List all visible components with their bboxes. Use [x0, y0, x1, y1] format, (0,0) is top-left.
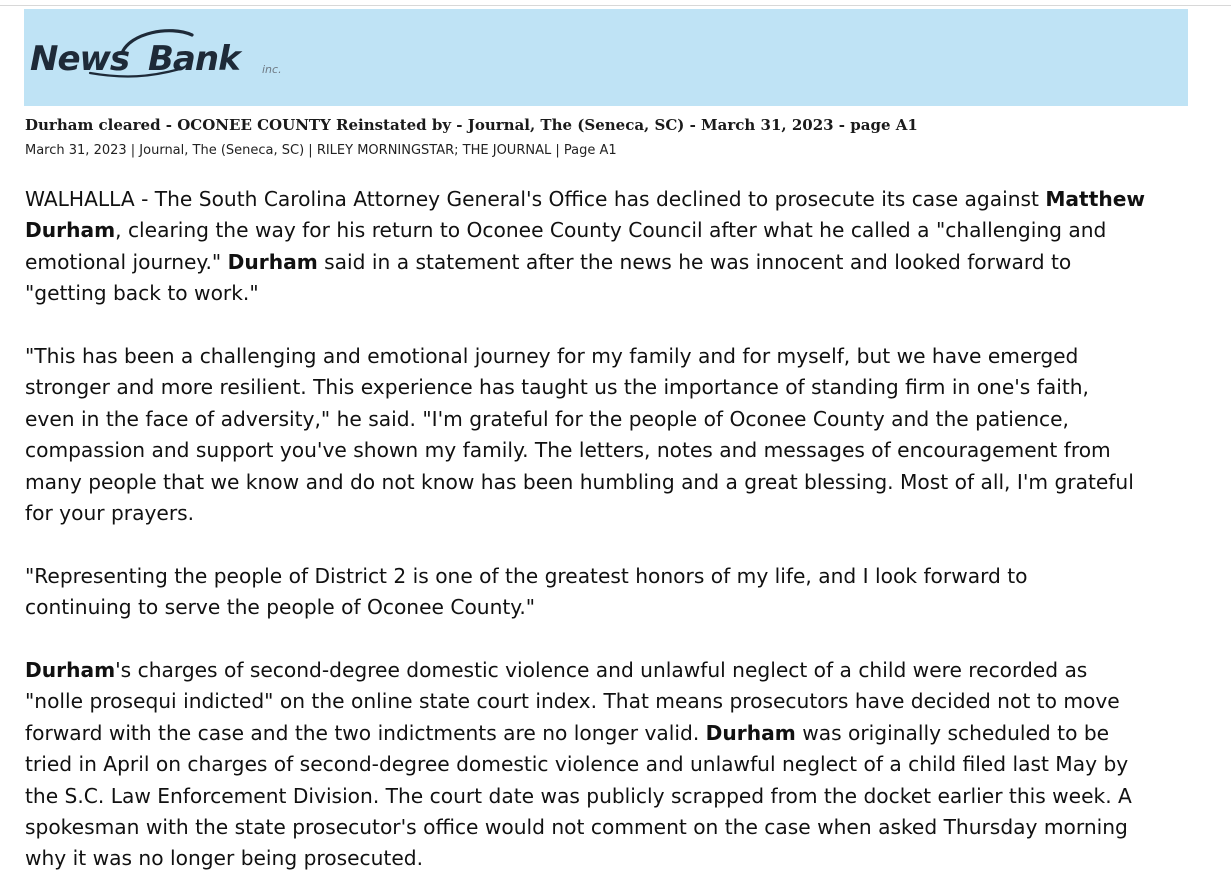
- p2-line-2: stronger and more resilient. This experience has taught us the importance of standing firm in one's faith,: [25, 375, 1089, 400]
- p3-line-2: continuing to serve the people of Oconee County.": [25, 595, 536, 620]
- p1-line-2: Durham, clearing the way for his return to Oconee County Council after what he called a "challenging and: [25, 218, 1107, 243]
- p2-line-4: compassion and support you've shown my family. The letters, notes and messages of encouragement from: [25, 438, 1111, 463]
- article-headline: Durham cleared - OCONEE COUNTY Reinstated by - Journal, The (Seneca, SC) - March 31, 2023 - page A1: [25, 116, 918, 134]
- paragraph-1: [25, 184, 1205, 310]
- paragraph-4: [25, 655, 1205, 875]
- newsbank-banner: [24, 9, 1188, 106]
- p2-line-6: for your prayers.: [25, 501, 195, 526]
- p2-line-5: many people that we know and do not know has been humbling and a great blessing. Most of all, I'm grateful: [25, 469, 1134, 494]
- highlight-durham: Durham: [25, 218, 116, 243]
- logo-inc-text: inc.: [262, 63, 282, 76]
- p4-line-3: forward with the case and the two indictments are no longer valid. Durham was originally scheduled to be: [25, 720, 1110, 745]
- article-meta: March 31, 2023 | Journal, The (Seneca, SC) | RILEY MORNINGSTAR; THE JOURNAL | Page A1: [25, 143, 617, 158]
- p2-line-3: even in the face of adversity," he said. "I'm grateful for the people of Oconee County and the patience,: [25, 406, 1069, 431]
- highlight-durham: Durham: [25, 658, 116, 683]
- p1-line-1: WALHALLA - The South Carolina Attorney General's Office has declined to prosecute its case against Matthew: [25, 187, 1146, 211]
- article-body: [25, 184, 1205, 892]
- highlight-durham: Durham: [227, 249, 318, 274]
- logo-bank-text: Bank: [148, 39, 240, 79]
- p2-line-1: "This has been a challenging and emotional journey for my family and for myself, but we have emerged: [25, 344, 1079, 369]
- p3-line-1: "Representing the people of District 2 is one of the greatest honors of my life, and I look forward to: [25, 563, 1028, 588]
- newsbank-logo[interactable]: [30, 23, 300, 83]
- highlight-matthew: Matthew: [1045, 187, 1146, 211]
- paragraph-2: [25, 341, 1205, 529]
- p4-line-6: spokesman with the state prosecutor's office would not comment on the case when asked Thursday morning: [25, 815, 1128, 840]
- top-divider: [0, 5, 1231, 6]
- p1-line-3: emotional journey." Durham said in a statement after the news he was innocent and looked forward to: [25, 249, 1072, 274]
- p1-line-4: "getting back to work.": [25, 281, 259, 306]
- p4-line-7: why it was no longer being prosecuted.: [25, 846, 423, 871]
- logo-news-text: News: [30, 39, 130, 79]
- p4-line-5: the S.C. Law Enforcement Division. The court date was publicly scrapped from the docket earlier this week. A: [25, 783, 1132, 808]
- paragraph-3: [25, 561, 1205, 624]
- highlight-durham: Durham: [705, 720, 796, 745]
- p4-line-2: "nolle prosequi indicted" on the online state court index. That means prosecutors have decided not to move: [25, 689, 1120, 714]
- p4-line-1: Durham's charges of second-degree domestic violence and unlawful neglect of a child were recorded as: [25, 658, 1088, 683]
- p4-line-4: tried in April on charges of second-degree domestic violence and unlawful neglect of a child filed last May by: [25, 752, 1129, 777]
